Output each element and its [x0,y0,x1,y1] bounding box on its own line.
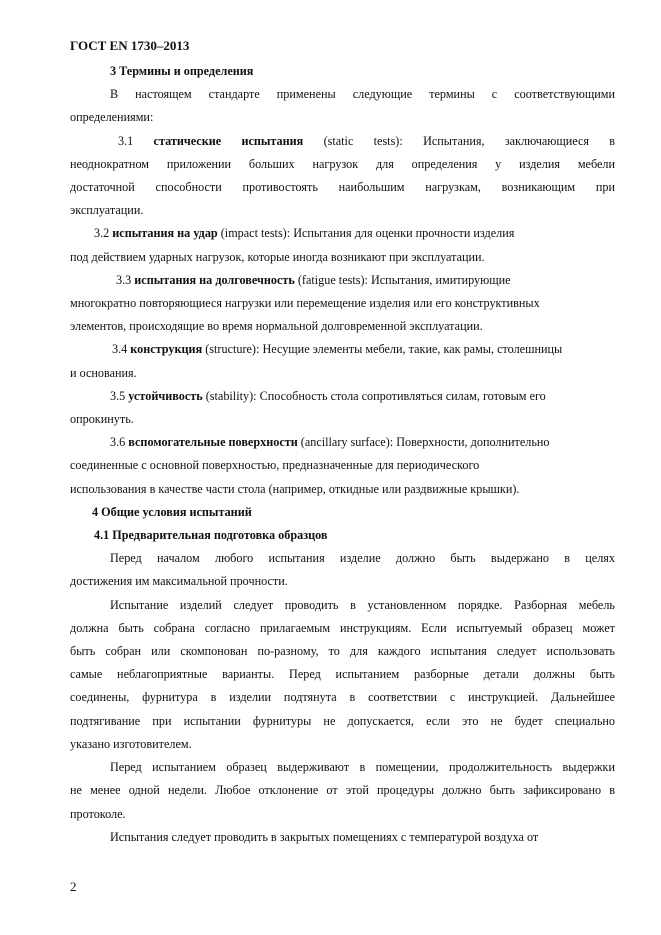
term-definition: Испытания, имитирующие [370,272,511,287]
term-3-1 [70,130,615,153]
paragraph-line: Испытания следует проводить в закрытых помещениях с температурой воздуха от [110,829,539,844]
term-number: 3.1 [118,133,134,148]
paragraph-line: подтягивание при испытании фурнитуры не допускается, если это не будет специально [70,713,615,728]
term-3-6-line: использования в качестве части стола (например, откидные или раздвижные крышки). [70,481,520,496]
paragraph-line: быть собран или скомпонован по-разному, то для каждого испытания следует использовать [70,644,615,659]
term-3-4-line: и основания. [70,365,137,380]
term-3-6-line: соединенные с основной поверхностью, предназначенные для периодического [70,458,480,473]
paragraph-line: соединены, фурнитура в изделии подтянута в соответствии с инструкцией. Дальнейшее [70,690,615,705]
term-number: 3.3 [116,272,132,287]
term-definition: Несущие элементы мебели, такие, как рамы, столешницы [262,342,563,357]
term-name: испытания на удар [112,226,218,241]
term-3-1-line: неоднократном приложении больших нагрузок для определения у изделия мебели [70,156,615,171]
intro-line: определениями: [70,110,154,125]
term-number: 3.4 [112,342,128,357]
term-name: испытания на долговечность [134,272,295,287]
intro-line: В настоящем стандарте применены следующие термины с соответствующими [110,87,615,102]
term-3-3 [70,269,615,292]
term-english: (fatigue tests): [297,272,368,287]
term-3-5-line: опрокинуть. [70,412,134,427]
paragraph-line: указано изготовителем. [70,736,192,751]
term-english: (impact tests): [220,226,291,241]
term-definition: Поверхности, дополнительно [396,435,550,450]
term-name: статические испытания [153,133,304,148]
term-number: 3.2 [94,226,110,241]
term-3-2 [70,222,615,245]
term-number: 3.5 [110,388,126,403]
term-3-5 [70,385,615,408]
paragraph-line: должна быть собрана согласно прилагаемым инструкциям. Если испытуемый образец может [70,620,615,635]
standard-header: ГОСТ EN 1730–2013 [70,38,190,53]
term-number: 3.6 [110,435,126,450]
term-3-1-line: эксплуатации. [70,203,144,218]
term-name: вспомогательные поверхности [128,435,298,450]
paragraph-line: не менее одной недели. Любое отклонение от этой процедуры должно быть зафиксировано в [70,783,615,798]
term-definition: Испытания, заключающиеся в [423,133,616,148]
page-number: 2 [70,879,77,894]
paragraph-line: достижения им максимальной прочности. [70,574,288,589]
term-english: (ancillary surface): [300,435,394,450]
section-4-heading: 4 Общие условия испытаний [92,504,252,519]
term-english: (structure): [205,342,260,357]
term-3-3-line: многократно повторяющиеся нагрузки или перемещение изделия или его конструктивных [70,296,540,311]
term-3-4 [70,338,615,361]
term-3-3-line: элементов, происходящие во время нормальной долговременной эксплуатации. [70,319,483,334]
section-3-heading: 3 Термины и определения [110,64,254,78]
term-english: (static tests): [323,133,403,148]
paragraph-line: самые неблагоприятные варианты. Перед испытанием разборные детали должны быть [70,667,615,682]
subsection-4-1-heading: 4.1 Предварительная подготовка образцов [94,528,328,543]
term-3-1-line: достаточной способности противостоять наибольшим нагрузкам, возникающим при [70,180,615,195]
term-definition: Испытания для оценки прочности изделия [293,226,515,241]
paragraph-line: Испытание изделий следует проводить в установленном порядке. Разборная мебель [110,597,615,612]
paragraph-line: Перед началом любого испытания изделие должно быть выдержано в целях [110,551,615,566]
term-3-2-line: под действием ударных нагрузок, которые иногда возникают при эксплуатации. [70,249,485,264]
term-3-6 [70,431,615,454]
term-english: (stability): [205,388,257,403]
term-definition: Способность стола сопротивляться силам, готовым его [259,388,546,403]
document-body [70,60,615,849]
paragraph-line: протоколе. [70,806,126,821]
term-name: устойчивость [128,388,203,403]
term-name: конструкция [130,342,203,357]
paragraph-line: Перед испытанием образец выдерживают в помещении, продолжительность выдержки [110,760,615,775]
